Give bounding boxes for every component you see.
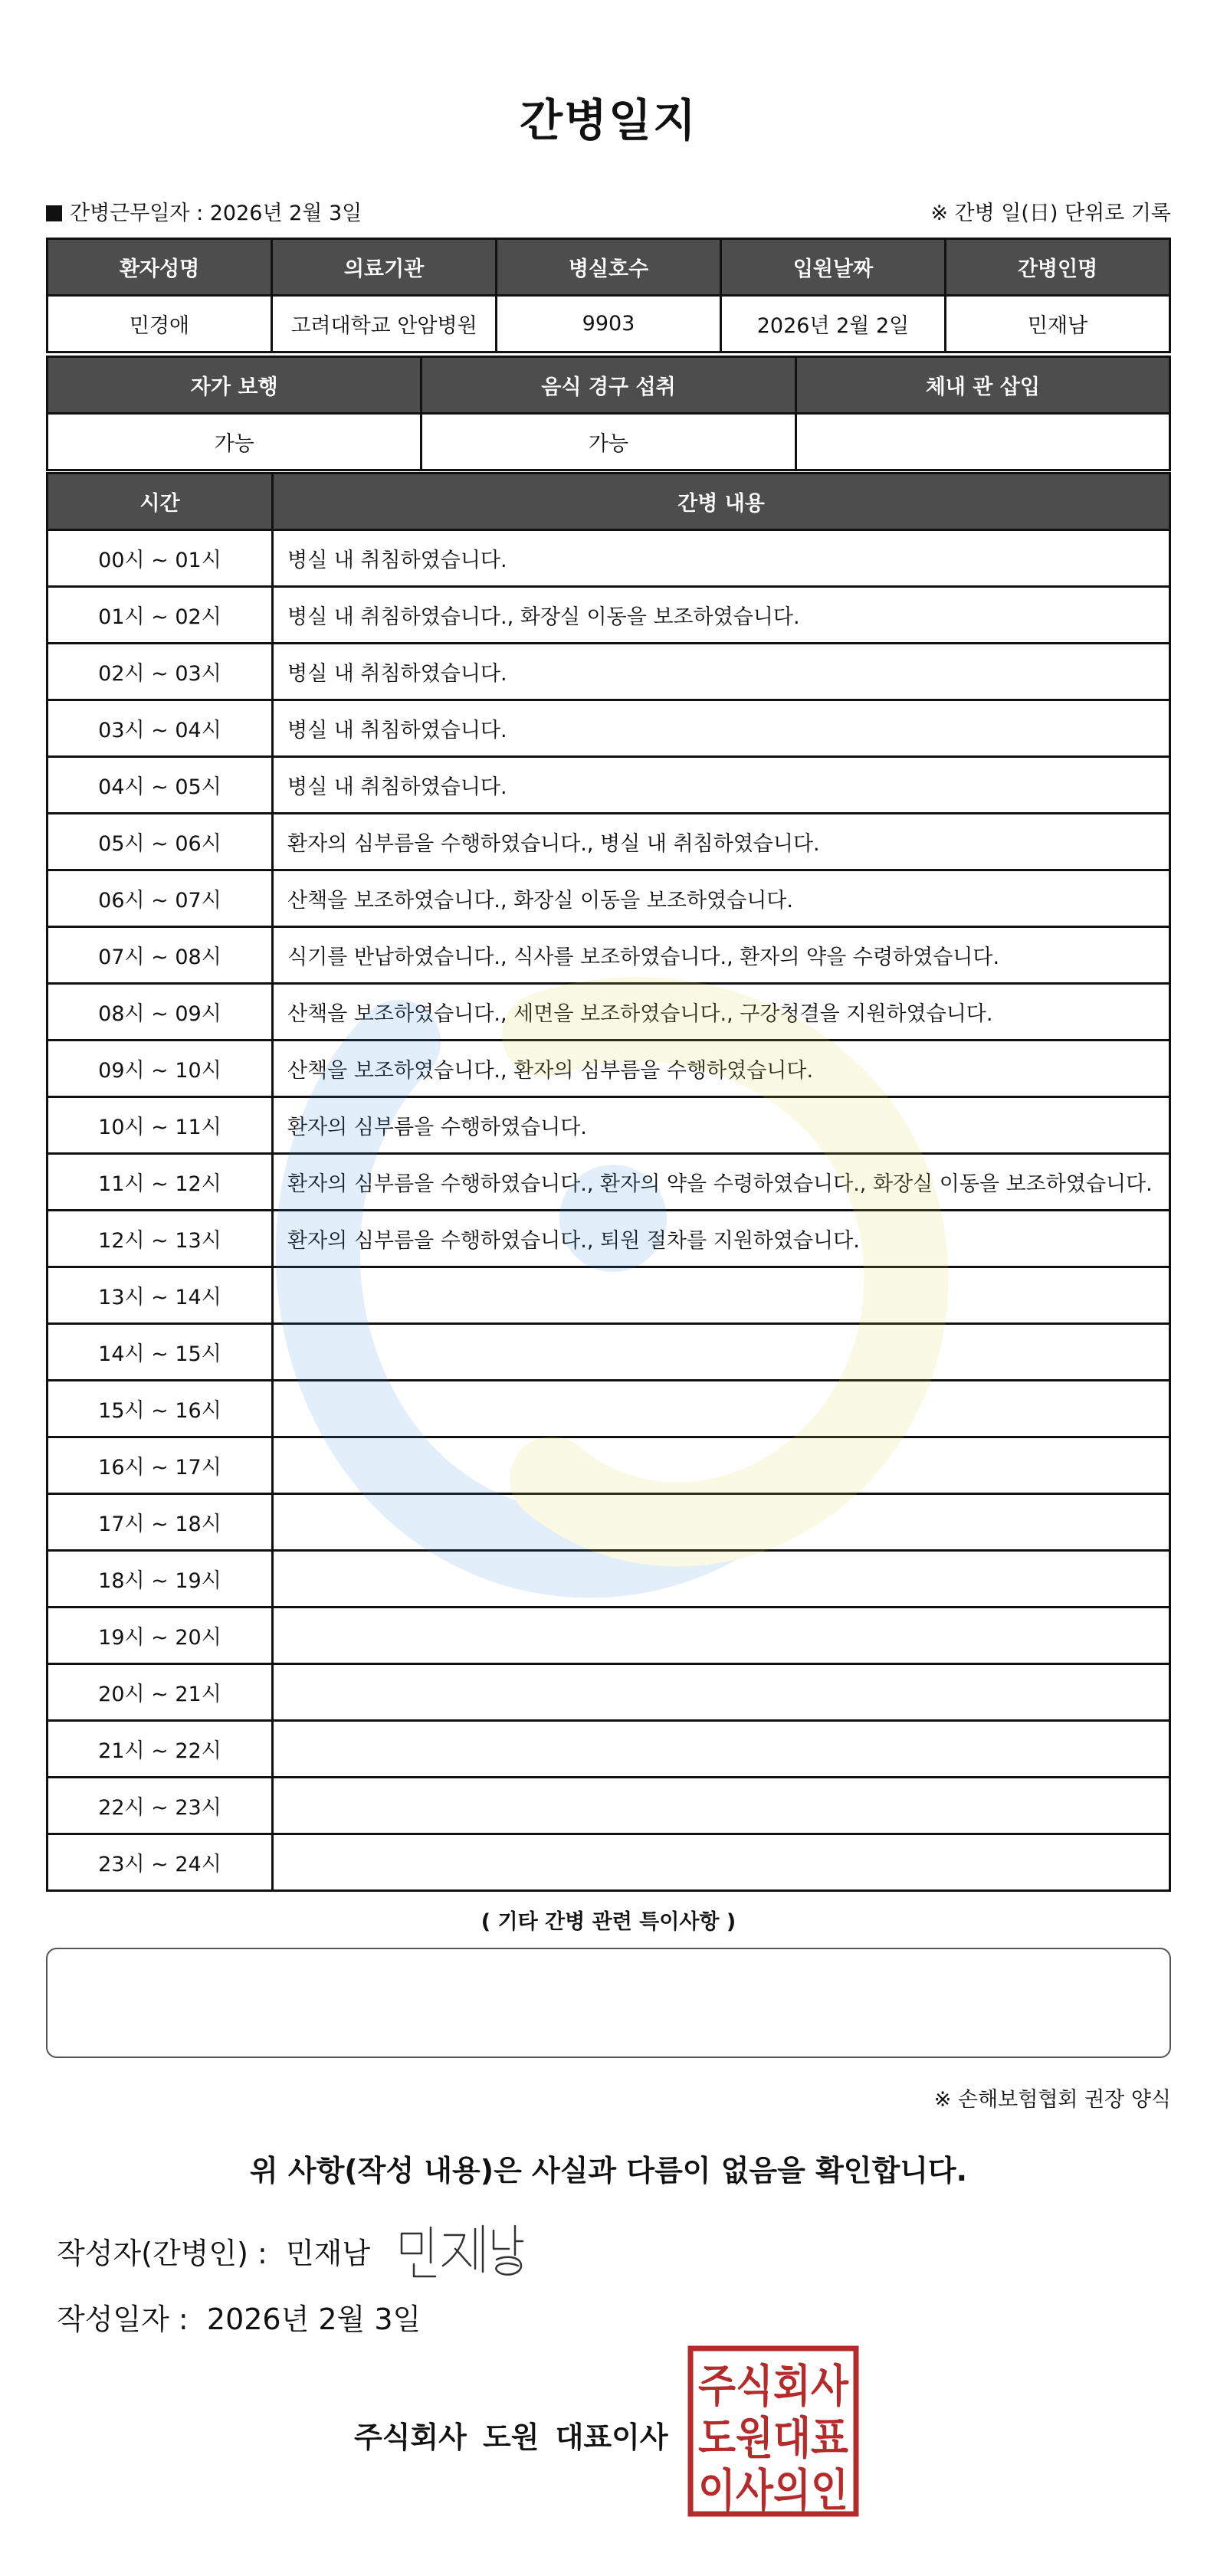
work-date	[46, 196, 362, 226]
handwritten-signature	[391, 2218, 529, 2284]
table-row	[48, 1664, 1170, 1721]
seal-line-3: 이사의인	[698, 2464, 848, 2516]
table-row	[48, 927, 1170, 984]
square-bullet-icon	[46, 205, 62, 221]
time-cell: 09시 ~ 10시	[48, 1041, 273, 1097]
table-row	[48, 984, 1170, 1041]
tube-insertion-value	[795, 414, 1169, 470]
care-content-cell	[273, 1437, 1170, 1494]
care-content-cell: 산책을 보조하였습니다., 화장실 이동을 보조하였습니다.	[273, 870, 1170, 927]
care-content-cell	[273, 1608, 1170, 1664]
care-content-cell: 환자의 심부름을 수행하였습니다.	[273, 1097, 1170, 1154]
care-content-cell: 식기를 반납하였습니다., 식사를 보조하였습니다., 환자의 약을 수령하였습니다.	[273, 927, 1170, 984]
care-content-cell	[273, 1267, 1170, 1324]
care-log-table	[46, 472, 1171, 1892]
self-walking-value: 가능	[48, 414, 422, 470]
admission-date: 2026년 2월 2일	[721, 296, 946, 352]
care-content-cell	[273, 1778, 1170, 1834]
work-date-text: 간병근무일자 : 2026년 2월 3일	[70, 202, 362, 225]
table-row	[48, 644, 1170, 700]
table-row	[48, 1267, 1170, 1324]
time-cell: 13시 ~ 14시	[48, 1267, 273, 1324]
header-room-number: 병실호수	[497, 239, 721, 296]
time-cell: 22시 ~ 23시	[48, 1778, 273, 1834]
time-cell: 15시 ~ 16시	[48, 1381, 273, 1437]
care-content-cell	[273, 1381, 1170, 1437]
document-title: 간병일지	[519, 94, 698, 146]
confirm-statement: 위 사항(작성 내용)은 사실과 다름이 없음을 확인합니다.	[249, 2154, 968, 2188]
time-cell: 08시 ~ 09시	[48, 984, 273, 1041]
header-oral-intake: 음식 경구 섭취	[422, 357, 795, 414]
time-cell: 21시 ~ 22시	[48, 1721, 273, 1778]
date-value: 2026년 2월 3일	[206, 2302, 422, 2336]
care-content-cell: 환자의 심부름을 수행하였습니다., 환자의 약을 수령하였습니다., 화장실 이동을 보조하였습니다.	[273, 1154, 1170, 1211]
care-content-cell: 병실 내 취침하였습니다.	[273, 757, 1170, 814]
time-cell: 01시 ~ 02시	[48, 587, 273, 644]
notes-title: ( 기타 간병 관련 특이사항 )	[481, 1910, 736, 1934]
header-admission-date: 입원날짜	[721, 239, 946, 296]
time-cell: 17시 ~ 18시	[48, 1494, 273, 1551]
table-row	[48, 814, 1170, 870]
time-cell: 07시 ~ 08시	[48, 927, 273, 984]
header-care-content: 간병 내용	[273, 474, 1170, 530]
table-row	[48, 1041, 1170, 1097]
table-row	[48, 700, 1170, 757]
table-row	[48, 1494, 1170, 1551]
care-content-cell	[273, 1324, 1170, 1381]
notes-box	[46, 1948, 1171, 2058]
header-tube-insertion: 체내 관 삽입	[795, 357, 1169, 414]
writer-line	[57, 2230, 370, 2272]
care-content-cell: 환자의 심부름을 수행하였습니다., 퇴원 절차를 지원하였습니다.	[273, 1211, 1170, 1267]
table-row	[48, 1551, 1170, 1608]
table-row	[48, 1324, 1170, 1381]
time-cell: 10시 ~ 11시	[48, 1097, 273, 1154]
time-cell: 03시 ~ 04시	[48, 700, 273, 757]
date-label: 작성일자 :	[57, 2302, 189, 2336]
seal-line-2: 도원대표	[698, 2412, 848, 2464]
patient-status-table	[46, 356, 1171, 471]
time-cell: 11시 ~ 12시	[48, 1154, 273, 1211]
time-cell: 06시 ~ 07시	[48, 870, 273, 927]
care-content-cell: 산책을 보조하였습니다., 환자의 심부름을 수행하였습니다.	[273, 1041, 1170, 1097]
caregiver-name: 민재남	[946, 296, 1170, 352]
date-line	[57, 2296, 421, 2338]
care-content-cell: 산책을 보조하였습니다., 세면을 보조하였습니다., 구강청결을 지원하였습니다.	[273, 984, 1170, 1041]
time-cell: 20시 ~ 21시	[48, 1664, 273, 1721]
care-content-cell	[273, 1664, 1170, 1721]
table-row	[48, 870, 1170, 927]
company-seal	[687, 2345, 860, 2518]
care-content-cell: 병실 내 취침하였습니다.	[273, 700, 1170, 757]
record-note: ※ 간병 일(日) 단위로 기록	[930, 202, 1171, 225]
writer-label: 작성자(간병인) :	[57, 2237, 267, 2270]
patient-info-table	[46, 238, 1171, 353]
care-content-cell	[273, 1834, 1170, 1891]
oral-intake-value: 가능	[422, 414, 795, 470]
hospital: 고려대학교 안암병원	[272, 296, 497, 352]
table-row	[48, 1834, 1170, 1891]
table-row	[48, 587, 1170, 644]
seal-line-1: 주식회사	[698, 2360, 849, 2412]
patient-name: 민경애	[48, 296, 272, 352]
table-row	[48, 757, 1170, 814]
table-row	[48, 1721, 1170, 1778]
table-row	[48, 1437, 1170, 1494]
time-cell: 04시 ~ 05시	[48, 757, 273, 814]
care-content-cell: 병실 내 취침하였습니다.	[273, 644, 1170, 700]
table-row	[48, 1211, 1170, 1267]
company-representative: 주식회사 도원 대표이사	[354, 2420, 668, 2454]
care-content-cell	[273, 1551, 1170, 1608]
table-row	[48, 1097, 1170, 1154]
time-cell: 16시 ~ 17시	[48, 1437, 273, 1494]
table-row	[48, 1381, 1170, 1437]
time-cell: 18시 ~ 19시	[48, 1551, 273, 1608]
care-content-cell: 병실 내 취침하였습니다., 화장실 이동을 보조하였습니다.	[273, 587, 1170, 644]
care-content-cell	[273, 1721, 1170, 1778]
time-cell: 14시 ~ 15시	[48, 1324, 273, 1381]
care-content-cell: 병실 내 취침하였습니다.	[273, 530, 1170, 587]
header-self-walking: 자가 보행	[48, 357, 422, 414]
header-patient-name: 환자성명	[48, 239, 272, 296]
header-hospital: 의료기관	[272, 239, 497, 296]
header-time: 시간	[48, 474, 273, 530]
writer-name: 민재남	[285, 2237, 371, 2270]
table-row	[48, 1608, 1170, 1664]
table-row	[48, 1778, 1170, 1834]
time-cell: 02시 ~ 03시	[48, 644, 273, 700]
room-number: 9903	[497, 296, 721, 352]
time-cell: 05시 ~ 06시	[48, 814, 273, 870]
care-content-cell: 환자의 심부름을 수행하였습니다., 병실 내 취침하였습니다.	[273, 814, 1170, 870]
table-row	[48, 530, 1170, 587]
time-cell: 12시 ~ 13시	[48, 1211, 273, 1267]
recommend-note: ※ 손해보험협회 권장 양식	[933, 2088, 1171, 2112]
time-cell: 19시 ~ 20시	[48, 1608, 273, 1664]
time-cell: 00시 ~ 01시	[48, 530, 273, 587]
time-cell: 23시 ~ 24시	[48, 1834, 273, 1891]
header-caregiver-name: 간병인명	[946, 239, 1170, 296]
table-row	[48, 1154, 1170, 1211]
care-content-cell	[273, 1494, 1170, 1551]
